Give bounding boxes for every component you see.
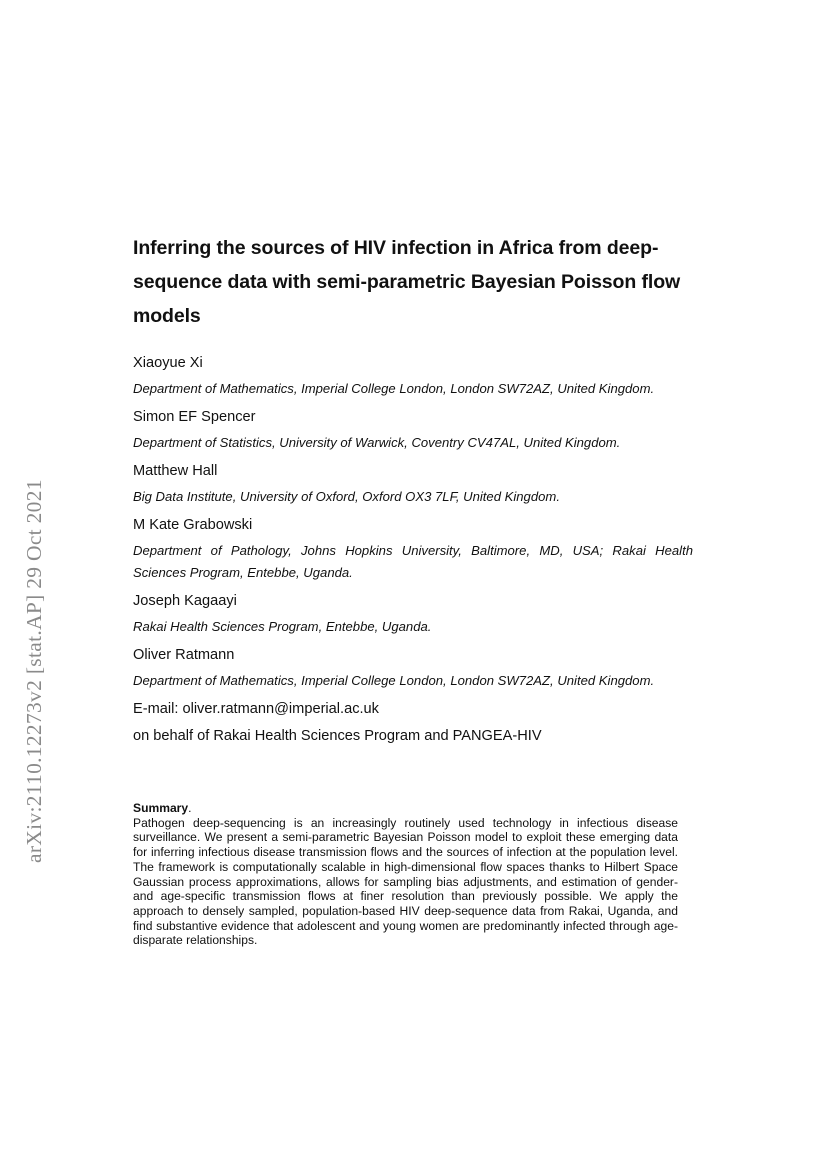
author-name: Xiaoyue Xi: [133, 355, 203, 371]
paper-title: Inferring the sources of HIV infection in Africa from deep-sequence data with semi-parametric Bayesian Poisson flow models: [133, 237, 681, 327]
author-affiliation: Rakai Health Sciences Program, Entebbe, Uganda.: [133, 619, 432, 634]
arxiv-identifier-stamp: arXiv:2110.12273v2 [stat.AP] 29 Oct 2021: [22, 479, 46, 863]
author-affiliation: Big Data Institute, University of Oxford, Oxford OX3 7LF, United Kingdom.: [133, 489, 560, 504]
author-list: [133, 352, 693, 752]
author-name: Matthew Hall: [133, 463, 218, 479]
summary-heading: Summary: [133, 801, 189, 815]
author-affiliation: Department of Statistics, University of Warwick, Coventry CV47AL, United Kingdom.: [133, 435, 621, 450]
contact-email: E-mail: oliver.ratmann@imperial.ac.uk: [133, 701, 379, 717]
author-affiliation: Department of Pathology, Johns Hopkins University, Baltimore, MD, USA; Rakai Health Sciences Program, Entebbe, Uganda.: [133, 543, 693, 580]
author-affiliation: Department of Mathematics, Imperial College London, London SW72AZ, United Kingdom.: [133, 673, 655, 688]
summary-abstract: [133, 801, 678, 948]
behalf-statement: on behalf of Rakai Health Sciences Program and PANGEA-HIV: [133, 728, 542, 744]
author-name: Simon EF Spencer: [133, 409, 256, 425]
author-affiliation: Department of Mathematics, Imperial College London, London SW72AZ, United Kingdom.: [133, 381, 655, 396]
author-name: Oliver Ratmann: [133, 647, 235, 663]
author-name: Joseph Kagaayi: [133, 593, 237, 609]
summary-text: Pathogen deep-sequencing is an increasingly routinely used technology in infectious disease surveillance. We present a semi-parametric Bayesian Poisson model to exploit these emerging data for inferring infectious disease transmission flows and the sources of infection at the population level. The framework is computationally scalable in high-dimensional flow spaces thanks to Hilbert Space Gaussian process approximations, allows for sampling bias adjustments, and estimation of gender- and age-specific transmission flows at finer resolution than previously possible. We apply the approach to densely sampled, population-based HIV deep-sequence data from Rakai, Uganda, and find substantive evidence that adolescent and young women are predominantly infected through age-disparate relationships.: [133, 815, 678, 948]
author-name: M Kate Grabowski: [133, 517, 253, 533]
summary-heading-punct: .: [188, 801, 192, 815]
